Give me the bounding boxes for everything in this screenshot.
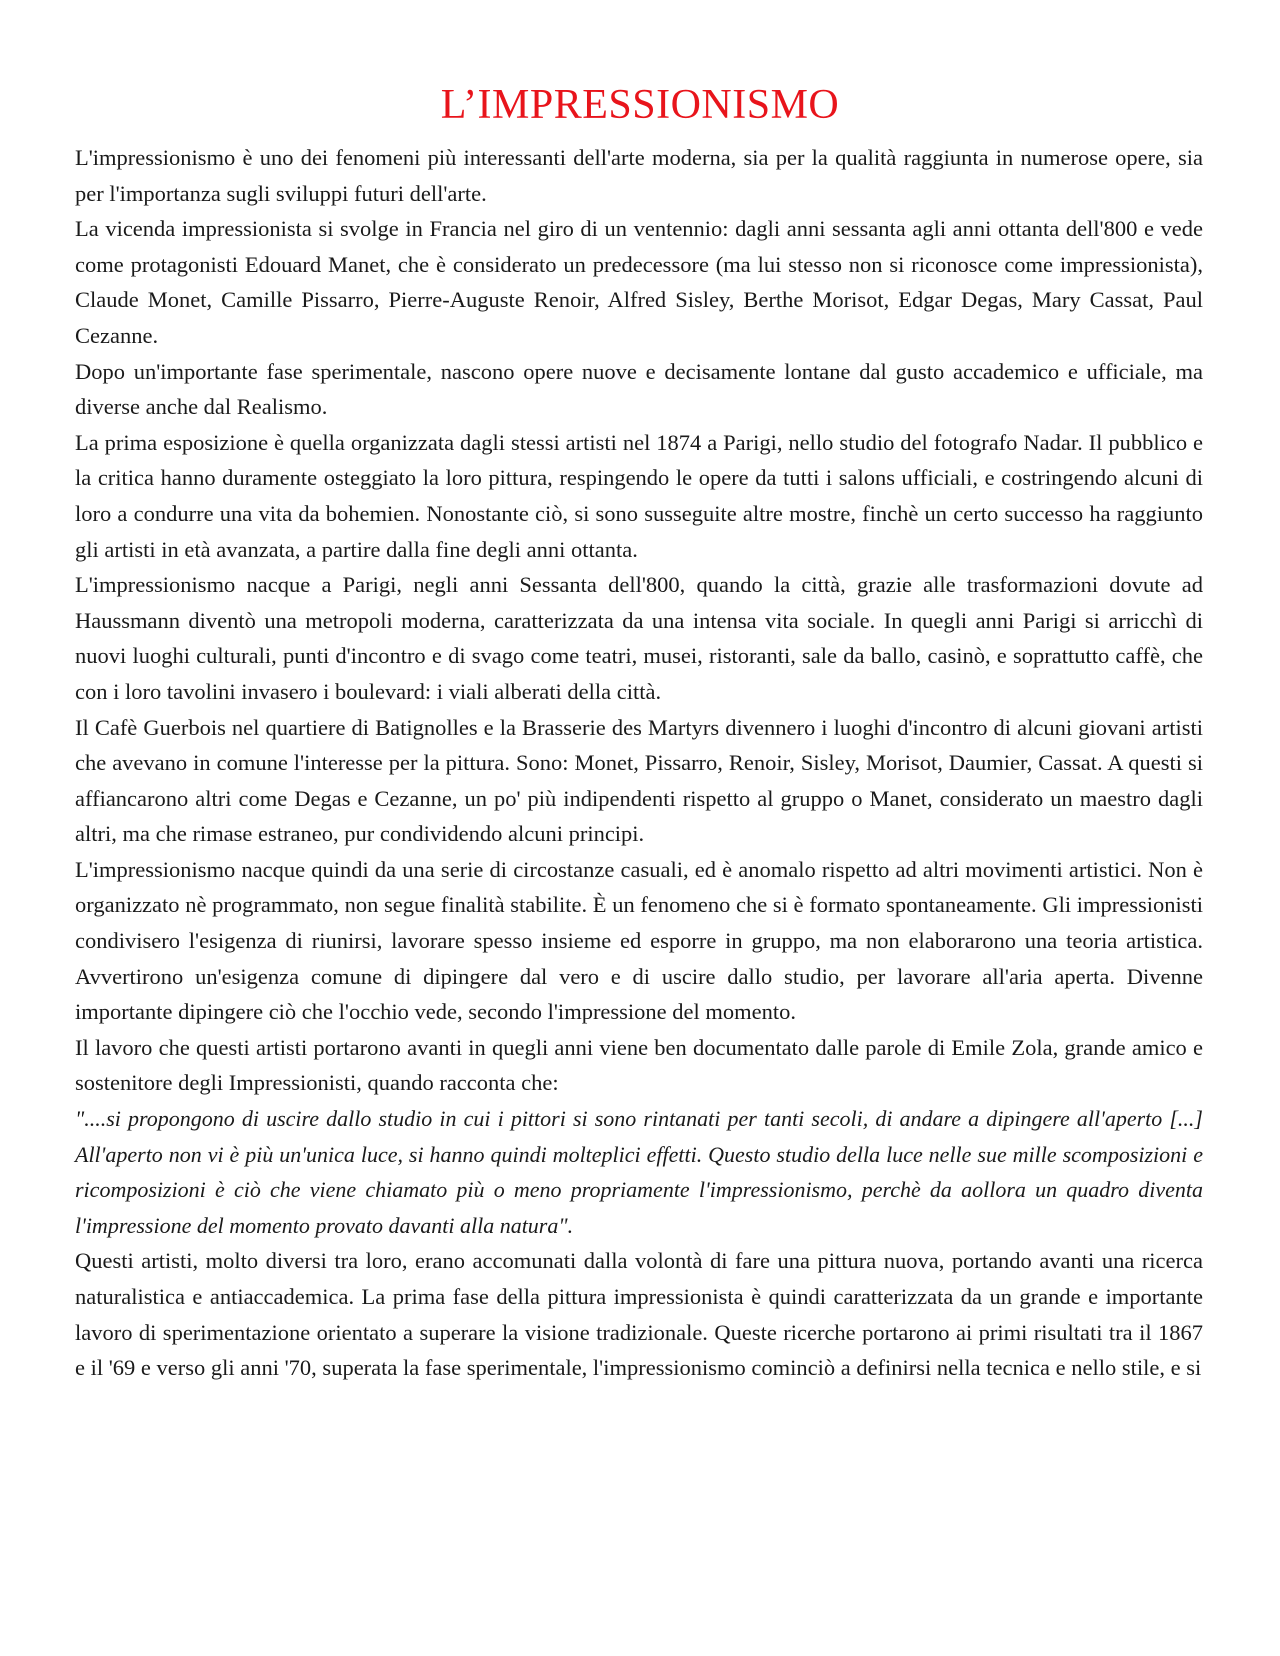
paragraph-zola-intro: Il lavoro che questi artisti portarono avanti in quegli anni viene ben documentato dalle parole di Emile Zola, grande amico e sostenitore degli Impressionisti, quando racconta che: bbox=[75, 1034, 1203, 1096]
paragraph-cafe-guerbois: Il Cafè Guerbois nel quartiere di Batignolles e la Brasserie des Martyrs divennero i luoghi d'incontro di alcuni giovani artisti che avevano in comune l'interesse per la pittura. Sono: Monet, Pissarro, Renoir, Sisley, Morisot, Daumier, Cassat. A questi si affiancarono altri come Degas e Cezanne, un po' più indipendenti rispetto al gruppo o Manet, considerato un maestro dagli altri, ma che rimase estraneo, pur condividendo alcuni principi. bbox=[75, 714, 1203, 847]
paragraph-closing: Questi artisti, molto diversi tra loro, erano accomunati dalla volontà di fare una pittura nuova, portando avanti una ricerca naturalistica e antiaccademica. La prima fase della pittura impressionista è quindi caratterizzata da un grande e importante lavoro di sperimentazione orientato a superare la visione tradizionale. Queste ricerche portarono ai primi risultati tra il 1867 e il '69 e verso gli anni '70, superata la fase sperimentale, l'impressionismo cominciò a definirsi nella tecnica e nello stile, e si bbox=[75, 1248, 1203, 1381]
document-body bbox=[75, 140, 1203, 1386]
document-title: L’IMPRESSIONISMO bbox=[440, 82, 840, 128]
paragraph-intro: L'impressionismo è uno dei fenomeni più interessanti dell'arte moderna, sia per la qualità raggiunta in numerose opere, sia per l'importanza sugli sviluppi futuri dell'arte. bbox=[75, 145, 1203, 206]
paragraph-experimental-phase: Dopo un'importante fase sperimentale, nascono opere nuove e decisamente lontane dal gusto accademico e ufficiale, ma diverse anche dal Realismo. bbox=[75, 358, 1203, 420]
paragraph-spontaneous-movement: L'impressionismo nacque quindi da una serie di circostanze casuali, ed è anomalo rispetto ad altri movimenti artistici. Non è organizzato nè programmato, non segue finalità stabilite. È un fenomeno che si è formato spontaneamente. Gli impressionisti condivisero l'esigenza di riunirsi, lavorare spesso insieme ed esporre in gruppo, ma non elaborarono una teoria artistica. Avvertirono un'esigenza comune di dipingere dal vero e di uscire dallo studio, per lavorare all'aria aperta. Divenne importante dipingere ciò che l'occhio vede, secondo l'impressione del momento. bbox=[75, 856, 1203, 1025]
paragraph-first-exhibition: La prima esposizione è quella organizzata dagli stessi artisti nel 1874 a Parigi, nello studio del fotografo Nadar. Il pubblico e la critica hanno duramente osteggiato la loro pittura, respingendo le opere da tutti i salons ufficiali, e costringendo alcuni di loro a condurre una vita da bohemien. Nonostante ciò, si sono susseguite altre mostre, finchè un certo successo ha raggiunto gli artisti in età avanzata, a partire dalla fine degli anni ottanta. bbox=[75, 429, 1203, 562]
paragraph-protagonists: La vicenda impressionista si svolge in Francia nel giro di un ventennio: dagli anni sessanta agli anni ottanta dell'800 e vede come protagonisti Edouard Manet, che è considerato un predecessore (ma lui stesso non si riconosce come impressionista), Claude Monet, Camille Pissarro, Pierre-Auguste Renoir, Alfred Sisley, Berthe Morisot, Edgar Degas, Mary Cassat, Paul Cezanne. bbox=[75, 216, 1203, 348]
zola-quote: "....si propongono di uscire dallo studio in cui i pittori si sono rintanati per tanti secoli, di andare a dipingere all'aperto [...] All'aperto non vi è più un'unica luce, si hanno quindi molteplici effetti. Questo studio della luce nelle sue mille scomposizioni e ricomposizioni è ciò che viene chiamato più o meno propriamente l'impressionismo, perchè da aollora un quadro diventa l'impressione del momento provato davanti alla natura". bbox=[75, 1106, 1203, 1238]
paragraph-paris: L'impressionismo nacque a Parigi, negli anni Sessanta dell'800, quando la città, grazie alle trasformazioni dovute ad Haussmann diventò una metropoli moderna, caratterizzata da una intensa vita sociale. In quegli anni Parigi si arricchì di nuovi luoghi culturali, punti d'incontro e di svago come teatri, musei, ristoranti, sale da ballo, casinò, e soprattutto caffè, che con i loro tavolini invasero i boulevard: i viali alberati della città. bbox=[75, 572, 1203, 704]
